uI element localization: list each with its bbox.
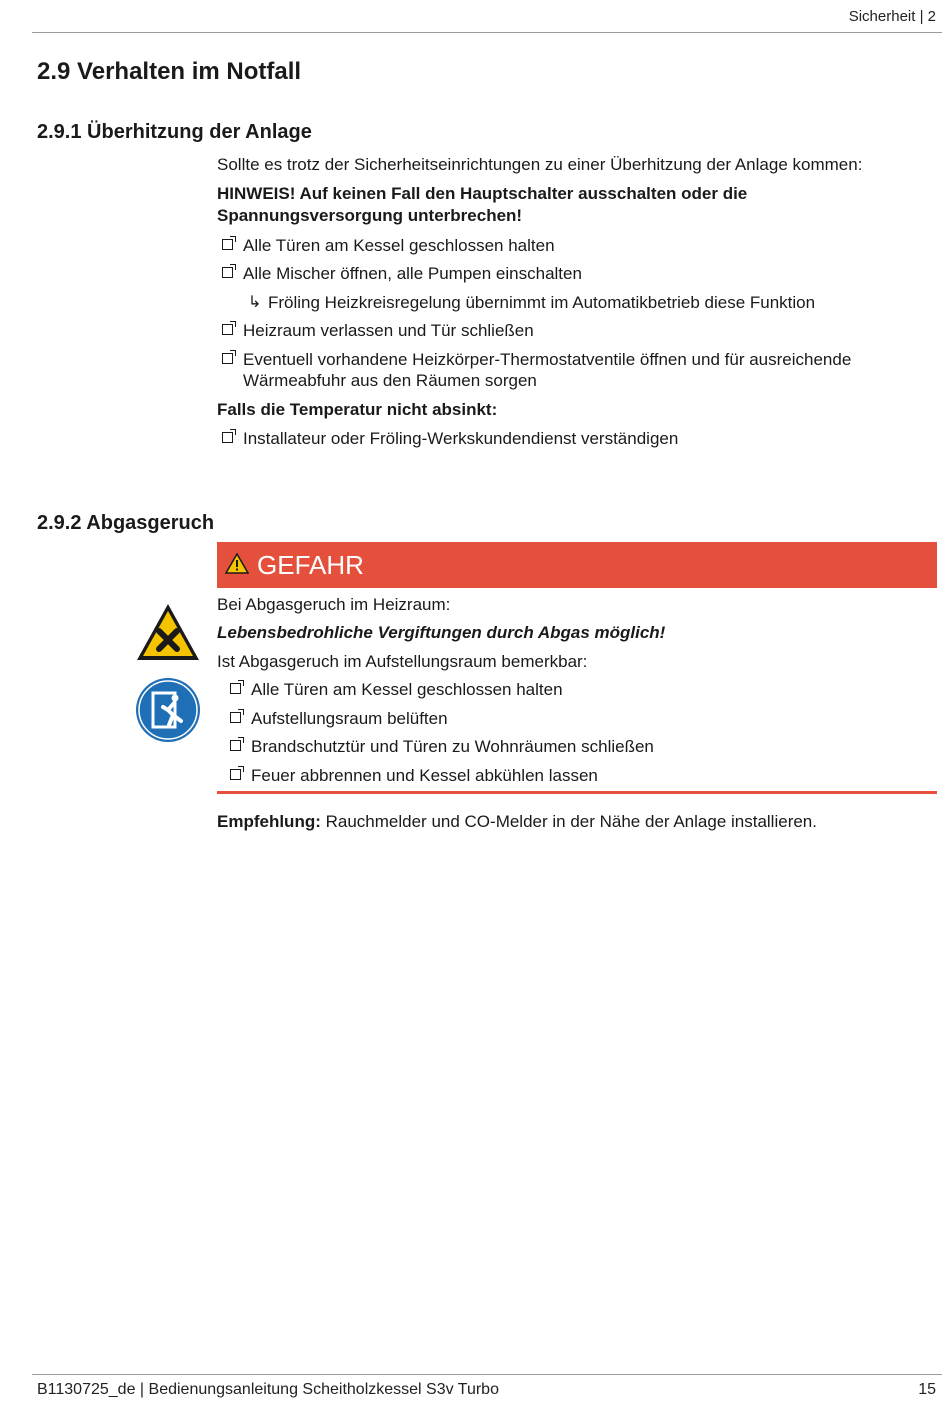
checkbox-icon [222, 353, 233, 364]
overheat-intro: Sollte es trotz der Sicherheitseinrichtungen zu einer Überhitzung der Anlage kommen: [217, 155, 863, 174]
flue-gas-situation: Bei Abgasgeruch im Heizraum: [217, 595, 451, 614]
header-rule [32, 32, 942, 33]
emergency-exit-icon [135, 677, 201, 743]
section-title-2-9-1: 2.9.1 Überhitzung der Anlage [37, 121, 312, 143]
flue-gas-consequence: Lebensbedrohliche Vergiftungen durch Abgas möglich! [217, 623, 666, 642]
flue-gas-condition: Ist Abgasgeruch im Aufstellungsraum bemerkbar: [217, 652, 588, 671]
checkbox-icon [230, 769, 241, 780]
checkbox-icon [222, 432, 233, 443]
checkbox-icon [230, 712, 241, 723]
list-item-continuation: Wärmeabfuhr aus den Räumen sorgen [243, 371, 537, 390]
recommendation [217, 811, 817, 832]
warning-triangle-icon [225, 553, 249, 574]
section-title-2-9: 2.9 Verhalten im Notfall [37, 58, 302, 85]
overheat-notice-line1: HINWEIS! Auf keinen Fall den Hauptschalter ausschalten oder die [217, 184, 748, 203]
checkbox-icon [230, 740, 241, 751]
danger-end-rule [217, 791, 937, 794]
footer-rule [32, 1374, 942, 1375]
danger-banner [217, 542, 937, 588]
harmful-substance-icon [135, 602, 201, 662]
overheat-result: Fröling Heizkreisregelung übernimmt im Automatikbetrieb diese Funktion [268, 293, 816, 312]
checkbox-icon [222, 239, 233, 250]
footer-page-number: 15 [918, 1381, 936, 1398]
overheat-condition: Falls die Temperatur nicht absinkt: [217, 400, 498, 419]
recommendation-label: Empfehlung: [217, 812, 321, 831]
overheat-notice-line2: Spannungsversorgung unterbrechen! [217, 206, 523, 225]
page-header-section: Sicherheit | 2 [848, 8, 936, 25]
recommendation-text: Rauchmelder und CO-Melder in der Nähe der Anlage installieren. [320, 812, 817, 831]
footer-document: B1130725_de | Bedienungsanleitung Scheitholzkessel S3v Turbo [37, 1381, 499, 1398]
checkbox-icon [222, 267, 233, 278]
danger-label: GEFAHR [257, 550, 364, 580]
result-arrow-icon: ↳ [248, 294, 262, 311]
checkbox-icon [230, 683, 241, 694]
section-title-2-9-2: 2.9.2 Abgasgeruch [37, 512, 215, 534]
checkbox-icon [222, 324, 233, 335]
